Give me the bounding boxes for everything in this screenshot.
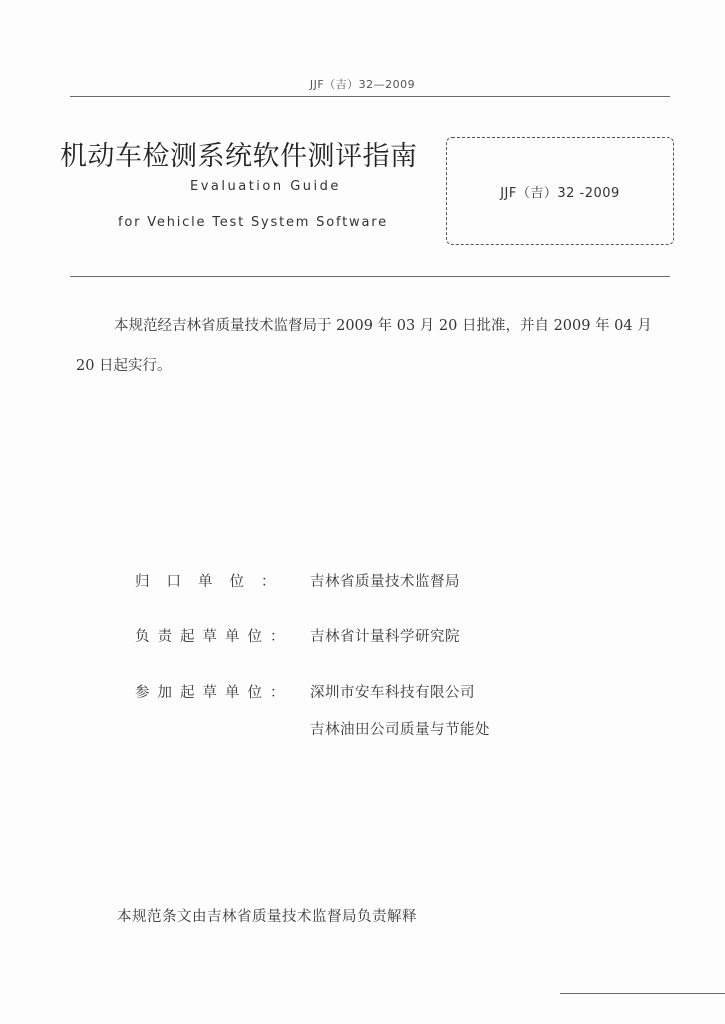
unit-value-responsible: 吉林省质量技术监督局: [310, 574, 460, 590]
unit-row-responsible: [135, 570, 460, 591]
standard-code-box-text: JJF（吉）32 -2009: [500, 186, 620, 201]
unit-label-participating-drafters: 参加起草单位：: [135, 685, 293, 701]
unit-value-participating-drafter-2: 吉林油田公司质量与节能处: [310, 722, 490, 738]
unit-label-lead-drafter: 负责起草单位：: [135, 629, 293, 645]
footer-rule: [560, 993, 725, 994]
interpretation-note: 本规范条文由吉林省质量技术监督局负责解释: [117, 909, 417, 925]
unit-value-lead-drafter: 吉林省计量科学研究院: [310, 629, 460, 645]
unit-label-responsible: 归口单位：: [135, 574, 293, 590]
title-english-line1: Evaluation Guide: [190, 179, 341, 194]
title-rule: [70, 276, 670, 277]
title-chinese: 机动车检测系统软件测评指南: [60, 141, 418, 172]
unit-value-participating-drafter-1: 深圳市安车科技有限公司: [310, 685, 475, 701]
header-rule: [70, 96, 670, 97]
approval-statement: 本规范经吉林省质量技术监督局于 2009 年 03 月 20 日批准，并自 2009 年 04 月 20 日起实行。: [76, 318, 652, 374]
unit-row-lead-drafter: [135, 625, 460, 646]
header-standard-code: JJF（吉）32—2009: [309, 78, 416, 91]
unit-row-participating-drafters: [135, 681, 475, 702]
title-english-line2: for Vehicle Test System Software: [118, 215, 388, 230]
